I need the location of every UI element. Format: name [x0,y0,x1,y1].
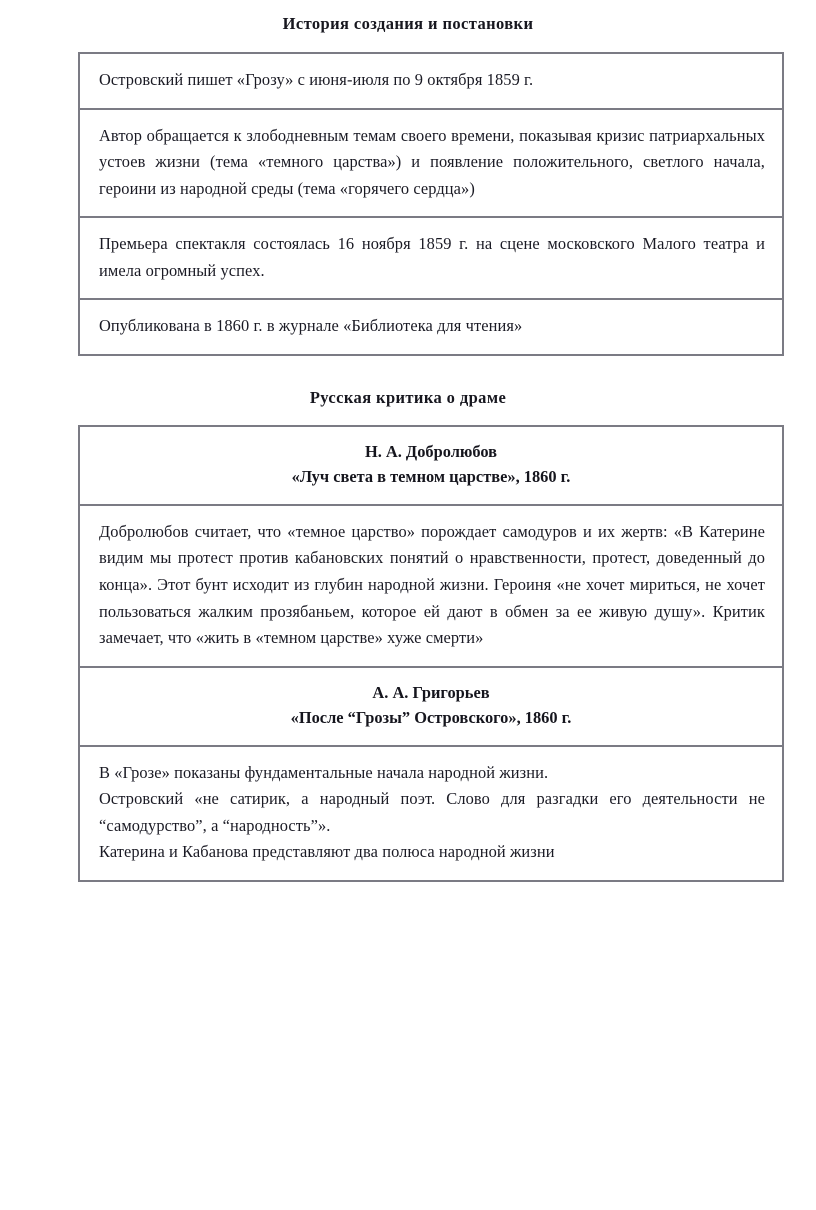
table-row [80,427,782,506]
table-row [80,300,782,354]
critic-header-dobrolyubov [80,427,782,504]
table-row [80,747,782,880]
table-history [78,52,784,356]
table-row [80,668,782,747]
history-cell-writing: Островский пишет «Грозу» с июня-июля по 9 октября 1859 г. [99,70,534,89]
table-row [80,110,782,219]
table-row [80,218,782,300]
grigoriev-line-2: Островский «не сатирик, а народный поэт. Слово для разгадки его деятельности не “самодурство”, а “народность”». [99,789,765,835]
section-title-history: История создания и постановки [282,14,534,33]
grigoriev-line-3: Катерина и Кабанова представляют два полюса народной жизни [99,842,555,862]
history-cell-themes: Автор обращается к злободневным темам своего времени, показывая кризис патриархальных устоев жизни (тема «темного царства») и появление положительного, светлого начала, героини из народной среды (тема «горячего сердца») [99,125,765,198]
critic-work-title: «Луч света в темном царстве», 1860 г. [291,467,571,487]
critic-text-dobrolyubov: Добролюбов считает, что «темное царство» порождает самодуров и их жертв: «В Катерине видим мы протест против кабановских понятий о нравственности, протест, доведенный до конца». Этот бунт исходит из глубин народной жизни. Героиня «не хочет мириться, не хочет пользоваться жалким прозябаньем, которое ей дают в обмен за ее живую душу». Критик замечает, что «жить в «темном царстве» хуже смерти» [99,521,765,648]
critic-name: Н. А. Добролюбов [364,442,498,462]
critic-work-title: «После “Грозы” Островского», 1860 г. [290,708,572,728]
document-page [0,14,816,1210]
grigoriev-line-1: В «Грозе» показаны фундаментальные начала народной жизни. [99,762,549,782]
critic-text-grigoriev [80,747,782,880]
critic-header-grigoriev [80,668,782,745]
table-row [80,506,782,668]
table-row [80,54,782,110]
table-criticism [78,425,784,882]
section-title-criticism: Русская критика о драме [309,388,507,408]
history-cell-premiere: Премьера спектакля состоялась 16 ноября 1859 г. на сцене московского Малого театра и имела огромный успех. [99,234,765,280]
critic-name: А. А. Григорьев [372,682,490,702]
history-cell-publication: Опубликована в 1860 г. в журнале «Библиотека для чтения» [99,316,523,336]
